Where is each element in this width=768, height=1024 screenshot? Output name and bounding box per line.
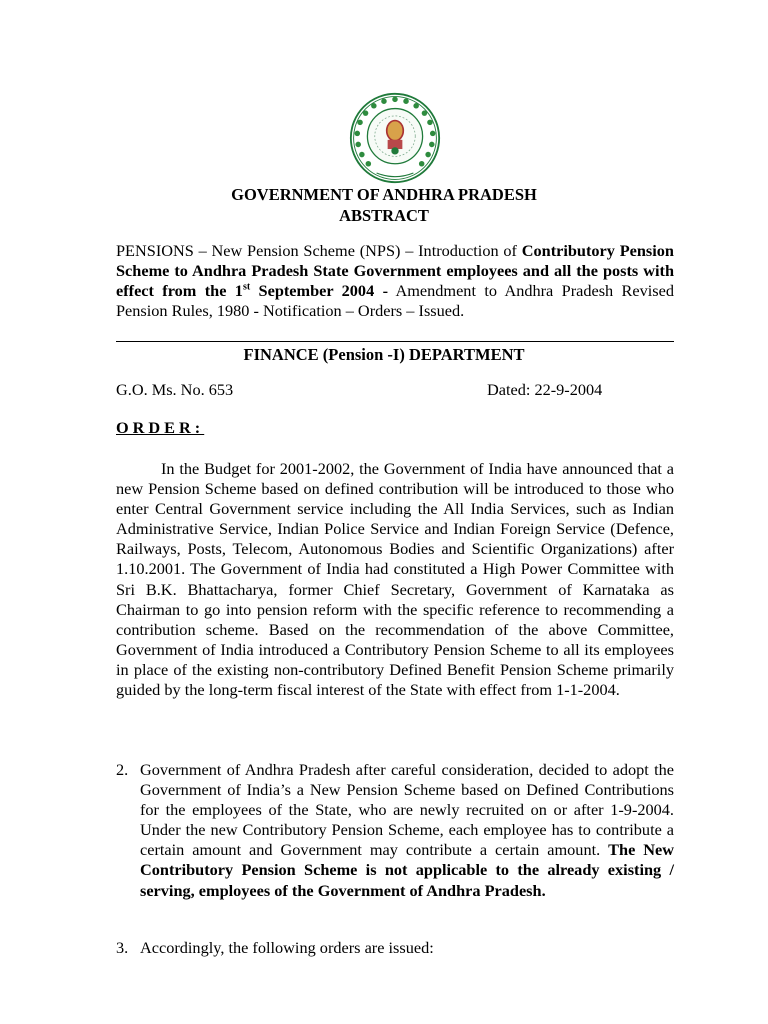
go-number: G.O. Ms. No. 653 bbox=[116, 380, 234, 399]
paragraph-3-number: 3. bbox=[116, 938, 129, 957]
abstract-title: ABSTRACT bbox=[339, 206, 429, 225]
paragraph-1: In the Budget for 2001-2002, the Government of India have announced that a new Pension Scheme based on defined contribution will be introduced to those who enter Central Government service including the All India Services, such as Indian Administrative Service, Indian Police Service and Indian Foreign Service (Defence, Railways, Posts, Telecom, Autonomous Bodies and Scientific Organizations) after 1.10.2001. The Government of India had constituted a High Power Committee with Sri B.K. Bhattacharya, former Chief Secretary, Government of Karnataka as Chairman to go into pension reform with the specific reference to recommending a contribution scheme. Based on the recommendation of the above Committee, Government of India introduced a Contributory Pension Scheme to all its employees in place of the existing non-contributory Defined Benefit Pension Scheme primarily guided by the long-term fiscal interest of the State with effect from 1-1-2004. bbox=[116, 459, 674, 700]
divider-rule bbox=[116, 341, 674, 342]
order-heading: ORDER: bbox=[116, 418, 205, 437]
government-title: GOVERNMENT OF ANDHRA PRADESH bbox=[231, 185, 537, 204]
department-title: FINANCE (Pension -I) DEPARTMENT bbox=[243, 345, 525, 364]
paragraph-2: Government of Andhra Pradesh after careful consideration, decided to adopt the Government of India’s a New Pension Scheme based on Defined Contributions for the employees of the State, who are newly recruited on or after 1-9-2004. Under the new Contributory Pension Scheme, each employee has to contribute a certain amount and Government may contribute a certain amount. The New Contributory Pension Scheme is not applicable to the already existing / serving, employees of the Government of Andhra Pradesh. bbox=[140, 760, 675, 900]
paragraph-3: Accordingly, the following orders are issued: bbox=[140, 938, 434, 957]
go-date: Dated: 22-9-2004 bbox=[487, 380, 603, 399]
subject-paragraph: PENSIONS – New Pension Scheme (NPS) – Introduction of Contributory Pension Scheme to Andhra Pradesh State Government employees and all the posts with effect from the 1st September 2004 - Amendment to Andhra Pradesh Revised Pension Rules, 1980 - Notification – Orders – Issued. bbox=[116, 241, 675, 321]
andhra-pradesh-emblem bbox=[349, 92, 441, 184]
paragraph-2-number: 2. bbox=[116, 760, 129, 779]
